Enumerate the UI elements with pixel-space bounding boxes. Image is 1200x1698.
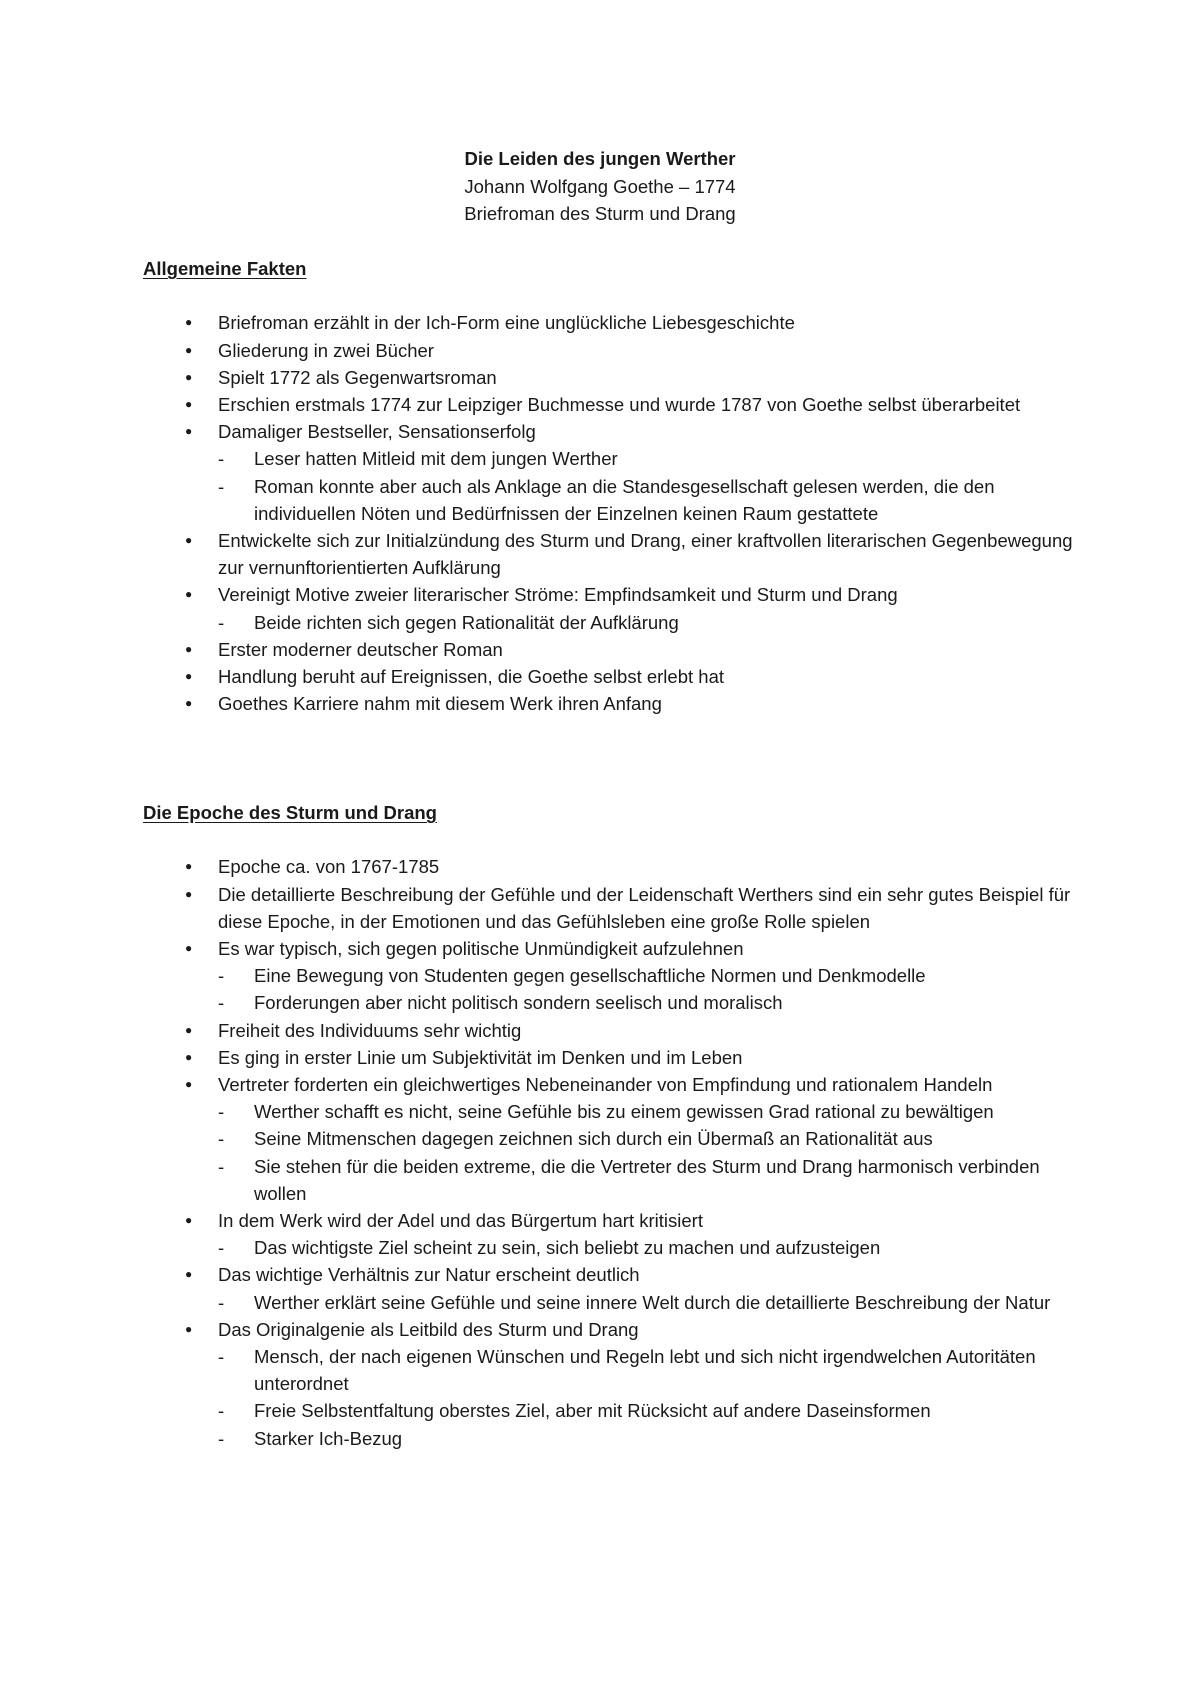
section-epoche-sturm-und-drang xyxy=(143,799,1073,1452)
sub-list-item: - Roman konnte aber auch als Anklage an die Standesgesellschaft gelesen werden, die den individuellen Nöten und Bedürfnissen der Einzelnen keinen Raum gestattete xyxy=(218,473,1073,527)
sub-list xyxy=(218,1289,1073,1316)
sub-list-item: - Beide richten sich gegen Rationalität der Aufklärung xyxy=(218,609,1073,636)
sub-list xyxy=(218,962,1073,1016)
document-title: Die Leiden des jungen Werther xyxy=(464,148,736,169)
list-item-text: ● Freiheit des Individuums sehr wichtig xyxy=(218,1019,522,1041)
sub-list-item: - Freie Selbstentfaltung oberstes Ziel, aber mit Rücksicht auf andere Daseinsformen xyxy=(218,1397,1073,1424)
genre-line: Briefroman des Sturm und Drang xyxy=(464,203,736,224)
sub-list xyxy=(218,1098,1073,1207)
list-item xyxy=(143,527,1073,581)
list-item-text: ● Damaliger Bestseller, Sensationserfolg xyxy=(218,421,536,443)
list-item-text: ● Erschien erstmals 1774 zur Leipziger Buchmesse und wurde 1787 von Goethe selbst überarbeitet xyxy=(218,394,1021,415)
list-item-text: ● Es war typisch, sich gegen politische Unmündigkeit aufzulehnen xyxy=(218,938,744,959)
title-block xyxy=(0,145,1200,228)
sub-list-item: - Sie stehen für die beiden extreme, die die Vertreter des Sturm und Drang harmonisch verbinden wollen xyxy=(218,1153,1073,1207)
list-item xyxy=(143,663,1073,690)
list-item-text: ● Gliederung in zwei Bücher xyxy=(218,339,434,361)
list-item xyxy=(143,581,1073,635)
list-item-text: ● In dem Werk wird der Adel und das Bürgertum hart kritisiert xyxy=(218,1210,703,1232)
sub-list-item: - Werther erklärt seine Gefühle und seine innere Welt durch die detaillierte Beschreibung der Natur xyxy=(218,1289,1073,1316)
list-item-text: ● Die detaillierte Beschreibung der Gefühle und der Leidenschaft Werthers sind ein sehr gutes Beispiel für diese Epoche, in der Emotionen und das Gefühlsleben eine große Rolle spielen xyxy=(218,883,1071,932)
list-item xyxy=(143,1071,1073,1207)
list-item xyxy=(143,636,1073,663)
sub-list-item: - Seine Mitmenschen dagegen zeichnen sich durch ein Übermaß an Rationalität aus xyxy=(218,1125,1073,1152)
sub-list-item: - Das wichtigste Ziel scheint zu sein, sich beliebt zu machen und aufzusteigen xyxy=(218,1234,1073,1261)
list-item xyxy=(143,1044,1073,1071)
list-item-text: ● Erster moderner deutscher Roman xyxy=(218,638,503,660)
list-item-text: ● Es ging in erster Linie um Subjektivität im Denken und im Leben xyxy=(218,1046,743,1068)
list-item xyxy=(143,364,1073,391)
list-item xyxy=(143,853,1073,880)
list-item xyxy=(143,690,1073,717)
list-item xyxy=(143,1261,1073,1315)
sub-list-item: - Eine Bewegung von Studenten gegen gesellschaftliche Normen und Denkmodelle xyxy=(218,962,1073,989)
list-item xyxy=(143,935,1073,1017)
list-item xyxy=(143,881,1073,935)
list-item-text: ● Epoche ca. von 1767-1785 xyxy=(218,856,440,878)
list-item-text: ● Goethes Karriere nahm mit diesem Werk ihren Anfang xyxy=(218,693,662,715)
sub-list xyxy=(218,1343,1073,1452)
section-heading: Die Epoche des Sturm und Drang xyxy=(143,802,437,823)
bullet-list xyxy=(143,309,1073,717)
list-item-text: ● Das wichtige Verhältnis zur Natur erscheint deutlich xyxy=(218,1264,640,1286)
section-heading: Allgemeine Fakten xyxy=(143,258,307,279)
list-item-text: ● Vertreter forderten ein gleichwertiges Nebeneinander von Empfindung und rationalem Handeln xyxy=(218,1074,993,1096)
author-line: Johann Wolfgang Goethe – 1774 xyxy=(464,175,736,197)
sub-list-item: - Leser hatten Mitleid mit dem jungen Werther xyxy=(218,445,1073,472)
sub-list-item: - Starker Ich-Bezug xyxy=(218,1425,1073,1452)
section-allgemeine-fakten xyxy=(143,255,1073,717)
list-item xyxy=(143,391,1073,418)
list-item-text: ● Briefroman erzählt in der Ich-Form eine unglückliche Liebesgeschichte xyxy=(218,312,795,334)
sub-list xyxy=(218,609,1073,636)
sub-list xyxy=(218,1234,1073,1261)
list-item-text: ● Vereinigt Motive zweier literarischer Ströme: Empfindsamkeit und Sturm und Drang xyxy=(218,584,898,606)
list-item-text: ● Handlung beruht auf Ereignissen, die Goethe selbst erlebt hat xyxy=(218,666,724,688)
sub-list-item: - Mensch, der nach eigenen Wünschen und Regeln lebt und sich nicht irgendwelchen Autoritäten unterordnet xyxy=(218,1343,1073,1397)
sub-list xyxy=(218,445,1073,527)
list-item xyxy=(143,1207,1073,1261)
sub-list-item: - Werther schafft es nicht, seine Gefühle bis zu einem gewissen Grad rational zu bewältigen xyxy=(218,1098,1073,1125)
list-item-text: ● Entwickelte sich zur Initialzündung des Sturm und Drang, einer kraftvollen literarischen Gegenbewegung zur vernunftorientierten Aufklärung xyxy=(218,530,1073,579)
list-item xyxy=(143,337,1073,364)
list-item-text: ● Das Originalgenie als Leitbild des Sturm und Drang xyxy=(218,1318,639,1340)
bullet-list xyxy=(143,853,1073,1451)
list-item-text: ● Spielt 1772 als Gegenwartsroman xyxy=(218,366,497,388)
list-item xyxy=(143,1017,1073,1044)
sub-list-item: - Forderungen aber nicht politisch sondern seelisch und moralisch xyxy=(218,989,1073,1016)
list-item xyxy=(143,1316,1073,1452)
list-item xyxy=(143,418,1073,527)
list-item xyxy=(143,309,1073,336)
